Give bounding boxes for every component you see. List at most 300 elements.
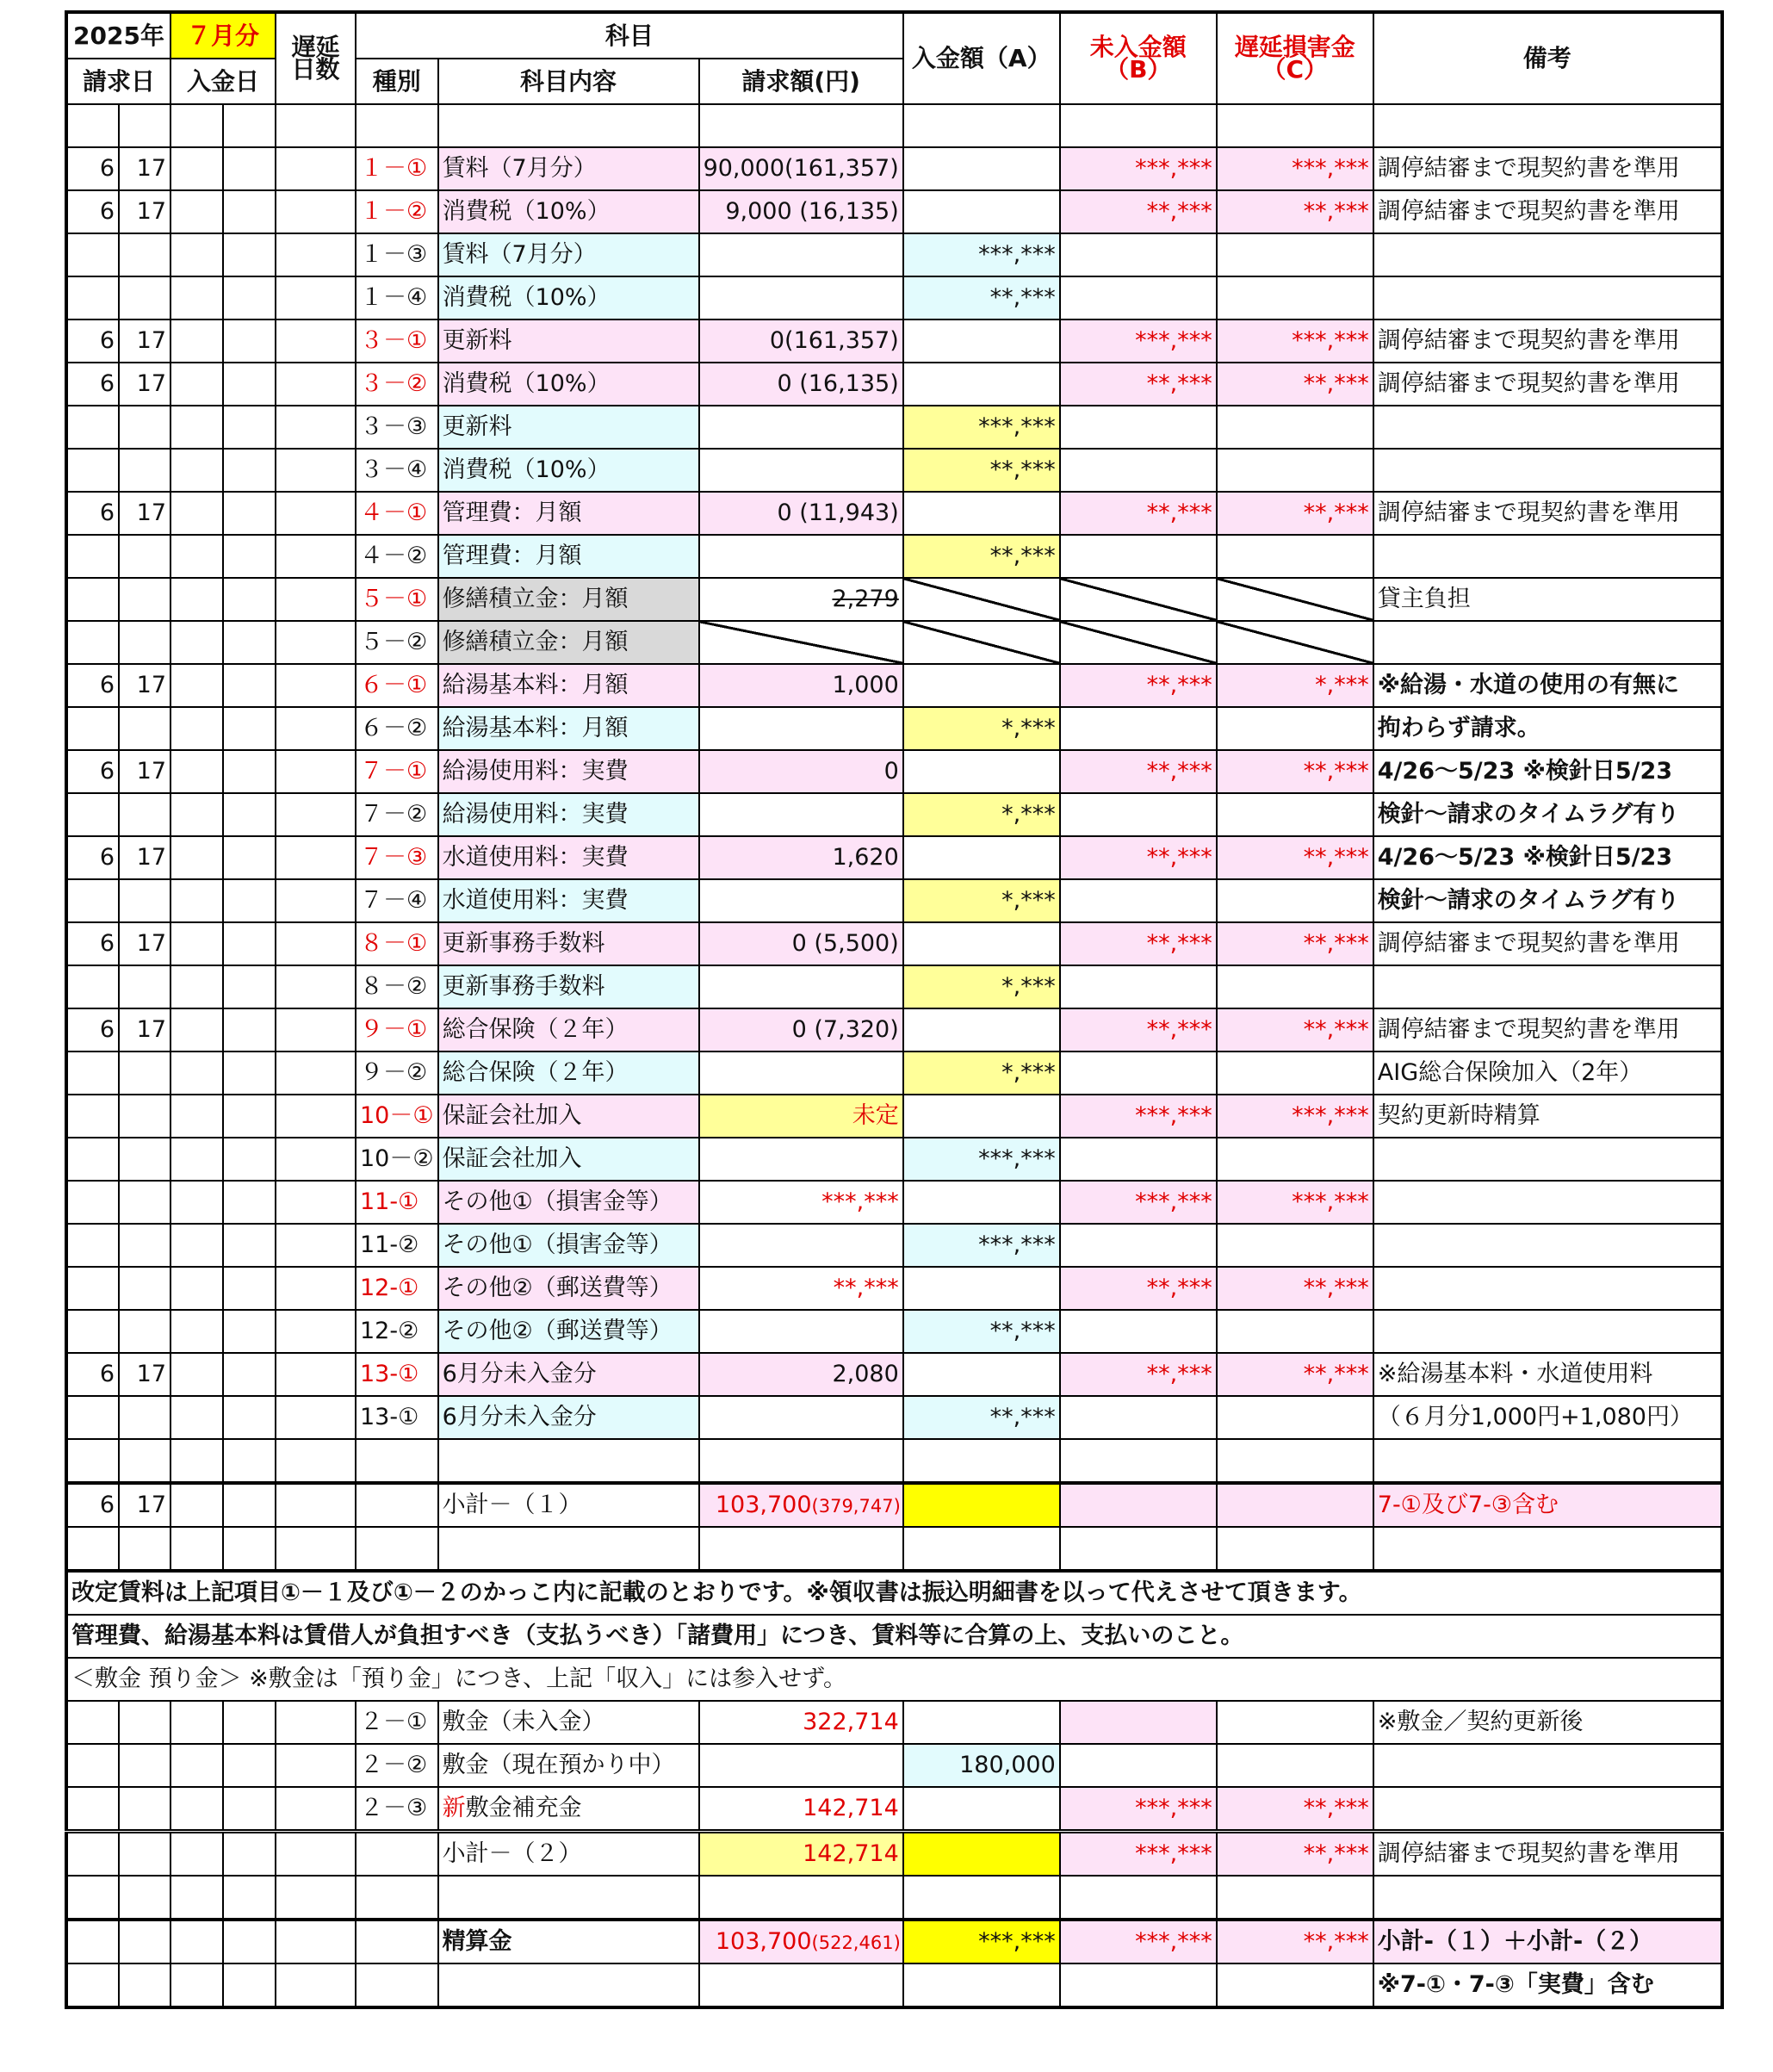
deposit-unpaid <box>1060 1744 1217 1787</box>
subject-header: 科目 <box>356 12 903 59</box>
remarks-cell <box>1373 621 1722 664</box>
item-code: ９－① <box>356 1008 438 1052</box>
unpaid-amount <box>1060 707 1217 750</box>
ledger-table <box>65 10 1724 2009</box>
billed-amount: 1,000 <box>699 664 903 707</box>
unpaid-amount: ***,*** <box>1060 319 1217 363</box>
pay-month <box>170 276 223 319</box>
bill-month <box>66 707 119 750</box>
billed-amount <box>699 535 903 578</box>
ledger-row <box>66 319 1722 363</box>
deposit-remarks <box>1373 1787 1722 1832</box>
unpaid-amount: ***,*** <box>1060 1095 1217 1138</box>
ledger-row <box>66 1439 1722 1483</box>
pay-month <box>170 104 223 147</box>
item-code: ５－① <box>356 578 438 621</box>
unpaid-amount <box>1060 965 1217 1008</box>
ledger-row <box>66 1353 1722 1396</box>
item-name: 修繕積立金：月額 <box>438 578 699 621</box>
bill-month <box>66 1052 119 1095</box>
delay-days <box>276 707 356 750</box>
received-amount: **,*** <box>903 1310 1060 1353</box>
pay-month <box>170 1267 223 1310</box>
item-code <box>356 104 438 147</box>
bill-month <box>66 449 119 492</box>
empty-cell <box>276 1832 356 1877</box>
bill-month <box>66 965 119 1008</box>
item-name: 賃料（7月分） <box>438 147 699 190</box>
pay-month <box>170 1310 223 1353</box>
empty-cell <box>119 1963 170 2007</box>
remarks-cell <box>1373 1224 1722 1267</box>
subtotal-2-received <box>903 1832 1060 1877</box>
ledger-row <box>66 750 1722 793</box>
billed-amount <box>699 233 903 276</box>
month-label: ７月分 <box>170 12 276 59</box>
pay-month <box>170 1181 223 1224</box>
bill-day: 17 <box>119 492 170 535</box>
received-amount: **,*** <box>903 1396 1060 1439</box>
bill-day <box>119 578 170 621</box>
late-fee-amount: **,*** <box>1217 922 1373 965</box>
settlement-remarks-2 <box>1373 1963 1722 2007</box>
empty-cell <box>276 1963 356 2007</box>
pay-month <box>170 449 223 492</box>
item-code: ４－① <box>356 492 438 535</box>
item-code: 10－② <box>356 1138 438 1181</box>
late-fee-amount <box>1217 707 1373 750</box>
item-name: その他②（郵送費等） <box>438 1310 699 1353</box>
pay-month <box>170 1483 223 1527</box>
billed-amount <box>699 1310 903 1353</box>
bill-day <box>119 621 170 664</box>
remarks-cell: ※給湯・水道の使用の有無に <box>1373 664 1722 707</box>
empty-cell <box>276 1744 356 1787</box>
deposit-name-prefix: 新 <box>442 1795 466 1821</box>
deposit-name: 敷金（未入金） <box>438 1701 699 1744</box>
ledger-row <box>66 1138 1722 1181</box>
content-header: 科目内容 <box>438 59 699 104</box>
item-code: 11-① <box>356 1181 438 1224</box>
received-amount: **,*** <box>903 535 1060 578</box>
received-amount <box>903 492 1060 535</box>
item-name: 更新料 <box>438 406 699 449</box>
bill-day: 17 <box>119 836 170 879</box>
pay-month <box>170 190 223 233</box>
item-code: ８－② <box>356 965 438 1008</box>
bill-day: 17 <box>119 1483 170 1527</box>
billed-amount: ***,*** <box>699 1181 903 1224</box>
delay-days <box>276 449 356 492</box>
empty-cell <box>170 1963 223 2007</box>
remarks-cell: AIG総合保険加入（2年） <box>1373 1052 1722 1095</box>
unpaid-amount: **,*** <box>1060 1267 1217 1310</box>
bill-day <box>119 1095 170 1138</box>
received-amount <box>903 319 1060 363</box>
pay-day <box>223 836 276 879</box>
blank-cell <box>276 1876 356 1920</box>
empty-cell <box>699 1963 903 2007</box>
deposit-amount: 322,714 <box>699 1701 903 1744</box>
delay-days <box>276 1008 356 1052</box>
bill-month <box>66 104 119 147</box>
empty-cell <box>119 1832 170 1877</box>
delay-days <box>276 1095 356 1138</box>
item-code: 12-② <box>356 1310 438 1353</box>
billed-amount: 0(161,357) <box>699 319 903 363</box>
ledger-row <box>66 836 1722 879</box>
deposit-row <box>66 1787 1722 1832</box>
delay-days <box>276 147 356 190</box>
empty-cell <box>170 1832 223 1877</box>
ledger-row <box>66 578 1722 621</box>
late-fee-amount <box>1217 276 1373 319</box>
remarks-cell: ※給湯基本料・水道使用料 <box>1373 1353 1722 1396</box>
bill-day <box>119 793 170 836</box>
bill-month <box>66 578 119 621</box>
remarks-cell: 調停結審まで現契約書を準用 <box>1373 190 1722 233</box>
bill-day <box>119 276 170 319</box>
delay-days <box>276 750 356 793</box>
empty-cell <box>119 1920 170 1963</box>
ledger-row <box>66 1310 1722 1353</box>
billed-amount: 2,279 <box>699 578 903 621</box>
deposit-late: **,*** <box>1217 1787 1373 1832</box>
unpaid-amount <box>1060 578 1217 621</box>
unpaid-amount <box>1060 879 1217 922</box>
blank-cell <box>170 1527 223 1571</box>
unpaid-amount: **,*** <box>1060 836 1217 879</box>
late-fee-amount <box>1217 1224 1373 1267</box>
pay-month <box>170 922 223 965</box>
subtotal-2-late: **,*** <box>1217 1832 1373 1877</box>
bill-month: 6 <box>66 363 119 406</box>
delay-days <box>276 922 356 965</box>
blank-cell <box>1373 1876 1722 1920</box>
blank-cell <box>699 1876 903 1920</box>
blank-cell <box>903 1527 1060 1571</box>
pay-month <box>170 664 223 707</box>
bill-day <box>119 1439 170 1483</box>
late-fee-amount: ***,*** <box>1217 147 1373 190</box>
remarks-cell: 検針～請求のタイムラグ有り <box>1373 793 1722 836</box>
bill-day: 17 <box>119 922 170 965</box>
item-name: その他②（郵送費等） <box>438 1267 699 1310</box>
item-code: 13-① <box>356 1353 438 1396</box>
received-amount <box>903 1267 1060 1310</box>
item-name <box>438 1439 699 1483</box>
billed-amount: 0 (16,135) <box>699 363 903 406</box>
item-code: １－② <box>356 190 438 233</box>
bill-month: 6 <box>66 190 119 233</box>
empty-cell <box>903 1963 1060 2007</box>
empty-cell <box>223 1787 276 1832</box>
ledger-row <box>66 1008 1722 1052</box>
item-name: 管理費：月額 <box>438 535 699 578</box>
billed-amount <box>699 104 903 147</box>
billed-amount: 0 (5,500) <box>699 922 903 965</box>
empty-cell <box>223 1832 276 1877</box>
bill-month <box>66 535 119 578</box>
ledger-row <box>66 406 1722 449</box>
deposit-received <box>903 1701 1060 1744</box>
empty-cell <box>276 1920 356 1963</box>
pay-day <box>223 1483 276 1527</box>
blank-cell <box>170 1876 223 1920</box>
item-name: 更新事務手数料 <box>438 922 699 965</box>
received-amount: *,*** <box>903 1052 1060 1095</box>
delay-days <box>276 319 356 363</box>
item-name: 賃料（7月分） <box>438 233 699 276</box>
received-amount: *,*** <box>903 707 1060 750</box>
late-fee-amount <box>1217 621 1373 664</box>
subtotal-1-amount <box>699 1483 903 1527</box>
unpaid-amount: **,*** <box>1060 190 1217 233</box>
item-name: 総合保険（２年） <box>438 1052 699 1095</box>
delay-days <box>276 535 356 578</box>
settlement-unpaid: ***,*** <box>1060 1920 1217 1963</box>
bill-day: 17 <box>119 190 170 233</box>
pay-month <box>170 406 223 449</box>
pay-day <box>223 707 276 750</box>
ledger-row <box>66 1052 1722 1095</box>
bill-month <box>66 1267 119 1310</box>
item-code: ４－② <box>356 535 438 578</box>
empty-cell <box>1060 1963 1217 2007</box>
received-amount <box>903 1181 1060 1224</box>
pay-month <box>170 1052 223 1095</box>
empty-cell <box>223 1920 276 1963</box>
item-code: ９－② <box>356 1052 438 1095</box>
unpaid-amount: **,*** <box>1060 1008 1217 1052</box>
item-code: １－① <box>356 147 438 190</box>
blank-cell <box>1060 1876 1217 1920</box>
delay-days <box>276 276 356 319</box>
received-amount: *,*** <box>903 793 1060 836</box>
bill-month <box>66 1181 119 1224</box>
unpaid-amount: ***,*** <box>1060 147 1217 190</box>
received-amount: **,*** <box>903 276 1060 319</box>
ledger-row <box>66 190 1722 233</box>
empty-cell <box>170 1744 223 1787</box>
received-amount: ***,*** <box>903 233 1060 276</box>
blank-cell <box>119 1527 170 1571</box>
bill-month: 6 <box>66 1353 119 1396</box>
deposit-name: 敷金（現在預かり中） <box>438 1744 699 1787</box>
settlement-main: 103,700 <box>715 1927 812 1955</box>
late-fee-amount: **,*** <box>1217 1008 1373 1052</box>
ledger-row <box>66 1095 1722 1138</box>
item-name: 給湯基本料：月額 <box>438 707 699 750</box>
pay-day <box>223 750 276 793</box>
delay-days <box>276 965 356 1008</box>
delay-days <box>276 1181 356 1224</box>
billed-amount: 未定 <box>699 1095 903 1138</box>
ledger-row <box>66 1267 1722 1310</box>
bill-month: 6 <box>66 750 119 793</box>
billed-amount <box>699 1439 903 1483</box>
ledger-row <box>66 492 1722 535</box>
billed-amount <box>699 879 903 922</box>
empty-cell <box>119 1744 170 1787</box>
late-fee-amount <box>1217 1138 1373 1181</box>
delay-days <box>276 578 356 621</box>
empty-cell <box>223 1701 276 1744</box>
received-amount <box>903 363 1060 406</box>
bill-day: 17 <box>119 1353 170 1396</box>
deposit-code: ２－③ <box>356 1787 438 1832</box>
pay-day <box>223 535 276 578</box>
item-code: ３－③ <box>356 406 438 449</box>
ledger-row <box>66 276 1722 319</box>
pay-month <box>170 1353 223 1396</box>
pay-month <box>170 836 223 879</box>
ledger-row <box>66 147 1722 190</box>
blank-cell <box>356 1527 438 1571</box>
unpaid-amount <box>1060 276 1217 319</box>
blank-cell <box>1373 1527 1722 1571</box>
received-amount <box>903 1353 1060 1396</box>
item-code: １－④ <box>356 276 438 319</box>
ledger-row <box>66 104 1722 147</box>
delay-days <box>276 836 356 879</box>
item-name: 消費税（10%） <box>438 449 699 492</box>
unpaid-amount <box>1060 535 1217 578</box>
bill-month <box>66 621 119 664</box>
billed-amount: 9,000 (16,135) <box>699 190 903 233</box>
item-code: ６－② <box>356 707 438 750</box>
billed-amount <box>699 1138 903 1181</box>
item-code: ７－② <box>356 793 438 836</box>
empty-cell <box>223 1744 276 1787</box>
item-name: 消費税（10%） <box>438 363 699 406</box>
billed-amount <box>699 707 903 750</box>
late-fee-amount: *,*** <box>1217 664 1373 707</box>
deposit-amount <box>699 1744 903 1787</box>
item-code: １－③ <box>356 233 438 276</box>
pay-day <box>223 1095 276 1138</box>
pay-day <box>223 1052 276 1095</box>
blank-cell <box>1060 1527 1217 1571</box>
remarks-cell <box>1373 276 1722 319</box>
pay-month <box>170 1396 223 1439</box>
item-name <box>438 104 699 147</box>
late-fee-amount: **,*** <box>1217 750 1373 793</box>
pay-month <box>170 363 223 406</box>
pay-day <box>223 449 276 492</box>
late-fee-amount <box>1217 535 1373 578</box>
bill-day <box>119 1310 170 1353</box>
empty-cell <box>66 1744 119 1787</box>
pay-day <box>223 1439 276 1483</box>
bill-day <box>119 707 170 750</box>
received-amount <box>903 1095 1060 1138</box>
item-name: 消費税（10%） <box>438 276 699 319</box>
billed-amount <box>699 1224 903 1267</box>
remarks-cell: （６月分1,000円+1,080円） <box>1373 1396 1722 1439</box>
pay-day <box>223 1138 276 1181</box>
late-fee-amount: **,*** <box>1217 492 1373 535</box>
empty-cell <box>66 1963 119 2007</box>
late-fee-amount: **,*** <box>1217 363 1373 406</box>
bill-day <box>119 879 170 922</box>
billed-amount: 90,000(161,357) <box>699 147 903 190</box>
unpaid-amount: **,*** <box>1060 1353 1217 1396</box>
received-amount: **,*** <box>903 449 1060 492</box>
empty-cell <box>119 1701 170 1744</box>
received-amount <box>903 750 1060 793</box>
pay-month <box>170 492 223 535</box>
delay-days <box>276 1439 356 1483</box>
item-code: 11-② <box>356 1224 438 1267</box>
bill-month: 6 <box>66 492 119 535</box>
empty-cell <box>66 1701 119 1744</box>
pay-month <box>170 879 223 922</box>
pay-day <box>223 578 276 621</box>
bill-month: 6 <box>66 147 119 190</box>
delay-days <box>276 664 356 707</box>
item-name: 給湯使用料：実費 <box>438 793 699 836</box>
remarks-cell <box>1373 535 1722 578</box>
late-fee-amount <box>1217 1439 1373 1483</box>
bill-day <box>119 233 170 276</box>
pay-day <box>223 1396 276 1439</box>
pay-day <box>223 233 276 276</box>
remarks-cell: 拘わらず請求。 <box>1373 707 1722 750</box>
remarks-cell: 4/26～5/23 ※検針日5/23 <box>1373 750 1722 793</box>
bill-day <box>119 1138 170 1181</box>
pay-day <box>223 879 276 922</box>
item-name: 消費税（10%） <box>438 190 699 233</box>
subtotal-1-unpaid <box>1060 1483 1217 1527</box>
settlement-late: **,*** <box>1217 1920 1373 1963</box>
empty-cell <box>438 1963 699 2007</box>
bill-day: 17 <box>119 363 170 406</box>
empty-cell <box>170 1701 223 1744</box>
delay-days <box>276 492 356 535</box>
late-fee-amount: **,*** <box>1217 190 1373 233</box>
billed-amount <box>699 406 903 449</box>
bill-day <box>119 965 170 1008</box>
pay-month <box>170 793 223 836</box>
late-fee-amount <box>1217 104 1373 147</box>
delay-days <box>276 233 356 276</box>
received-amount: *,*** <box>903 879 1060 922</box>
unpaid-amount <box>1060 1439 1217 1483</box>
blank-cell <box>66 1876 119 1920</box>
ledger-row <box>66 879 1722 922</box>
empty-cell <box>66 1787 119 1832</box>
bill-month <box>66 276 119 319</box>
empty-cell <box>1217 1963 1373 2007</box>
deposit-row <box>66 1701 1722 1744</box>
delay-days <box>276 1483 356 1527</box>
billed-amount <box>699 1396 903 1439</box>
ledger-row <box>66 965 1722 1008</box>
remarks-cell: 検針～請求のタイムラグ有り <box>1373 879 1722 922</box>
received-amount: *,*** <box>903 965 1060 1008</box>
item-code: ３－① <box>356 319 438 363</box>
bill-day <box>119 1181 170 1224</box>
item-code: ６－① <box>356 664 438 707</box>
bill-day: 17 <box>119 147 170 190</box>
bill-month <box>66 793 119 836</box>
received-amount <box>903 836 1060 879</box>
delay-days <box>276 190 356 233</box>
pay-day <box>223 1008 276 1052</box>
bill-month <box>66 1224 119 1267</box>
settlement-label: 精算金 <box>438 1920 699 1963</box>
